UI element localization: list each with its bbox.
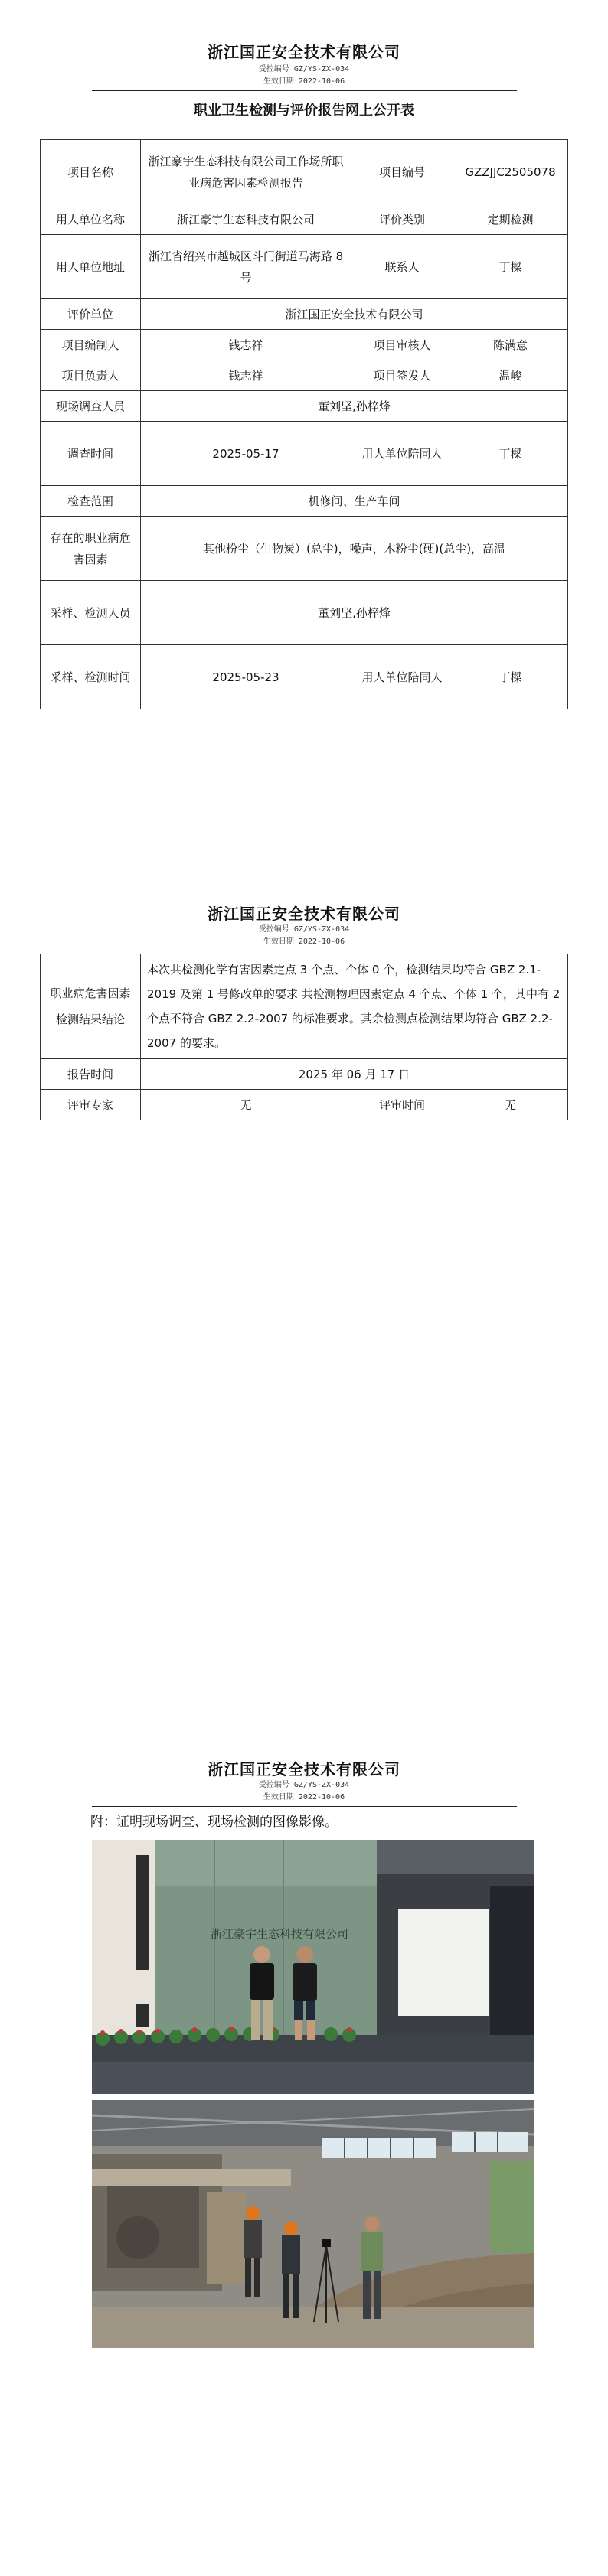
effective-date: 生效日期 2022-10-06 xyxy=(263,77,345,86)
project-no-value: GZZJJC2505078 xyxy=(453,140,568,204)
control-number: 受控编号 GZ/YS-ZX-034 xyxy=(258,1781,350,1789)
address-value: 浙江省绍兴市越城区斗门街道马海路 8 号 xyxy=(141,235,351,299)
expert-value: 无 xyxy=(141,1090,351,1120)
compiler-label: 项目编制人 xyxy=(41,330,141,360)
site-survey-photo xyxy=(92,1840,534,2094)
company-name: 浙江国正安全技术有限公司 xyxy=(208,43,400,61)
report-time-label: 报告时间 xyxy=(41,1059,141,1090)
effective-date: 生效日期 2022-10-06 xyxy=(263,937,345,946)
project-name-value: 浙江豪宇生态科技有限公司工作场所职业病危害因素检测报告 xyxy=(141,140,351,204)
contact-label: 联系人 xyxy=(351,235,453,299)
sample-time-value: 2025-05-23 xyxy=(141,645,351,709)
effective-date: 生效日期 2022-10-06 xyxy=(263,1793,345,1802)
employer-value: 浙江豪宇生态科技有限公司 xyxy=(141,204,351,235)
header-rule xyxy=(92,90,517,91)
page-title: 职业卫生检测与评价报告网上公开表 xyxy=(194,103,414,119)
attachment-caption: 附：证明现场调查、现场检测的图像影像。 xyxy=(90,1815,338,1830)
scope-value: 机修间、生产车间 xyxy=(141,486,568,517)
reviewer-value: 陈满意 xyxy=(453,330,568,360)
review-time-label: 评审时间 xyxy=(351,1090,453,1120)
lobby-sign-text: 浙江豪宇生态科技有限公司 xyxy=(211,1927,349,1941)
compiler-value: 钱志祥 xyxy=(141,330,351,360)
conclusion-table xyxy=(40,954,568,1120)
hazards-label: 存在的职业病危害因素 xyxy=(41,517,141,581)
eval-type-value: 定期检测 xyxy=(453,204,568,235)
project-name-label: 项目名称 xyxy=(41,140,141,204)
leader-label: 项目负责人 xyxy=(41,360,141,391)
company-name: 浙江国正安全技术有限公司 xyxy=(208,1760,400,1779)
accompany1-value: 丁樑 xyxy=(453,422,568,486)
workshop-photo-drawing xyxy=(92,2100,534,2348)
accompany2-label: 用人单位陪同人 xyxy=(351,645,453,709)
issuer-value: 温峻 xyxy=(453,360,568,391)
report-time-value: 2025 年 06 月 17 日 xyxy=(141,1059,568,1090)
lobby-photo-drawing xyxy=(92,1840,534,2094)
project-no-label: 项目编号 xyxy=(351,140,453,204)
evaluator-value: 浙江国正安全技术有限公司 xyxy=(141,299,568,330)
evaluator-label: 评价单位 xyxy=(41,299,141,330)
header-rule xyxy=(92,1806,517,1807)
control-number: 受控编号 GZ/YS-ZX-034 xyxy=(258,65,350,73)
surveyors-label: 现场调查人员 xyxy=(41,391,141,422)
issuer-label: 项目签发人 xyxy=(351,360,453,391)
address-label: 用人单位地址 xyxy=(41,235,141,299)
contact-value: 丁樑 xyxy=(453,235,568,299)
disclosure-table xyxy=(40,139,568,709)
samplers-value: 董刘坚,孙梓烽 xyxy=(141,581,568,645)
company-name: 浙江国正安全技术有限公司 xyxy=(208,905,400,923)
conclusion-label: 职业病危害因素检测结果结论 xyxy=(41,954,141,1059)
hazards-value: 其他粉尘（生物炭）(总尘)，噪声，木粉尘(硬)(总尘)，高温 xyxy=(141,517,568,581)
survey-time-label: 调查时间 xyxy=(41,422,141,486)
expert-label: 评审专家 xyxy=(41,1090,141,1120)
sample-time-label: 采样、检测时间 xyxy=(41,645,141,709)
accompany2-value: 丁樑 xyxy=(453,645,568,709)
survey-time-value: 2025-05-17 xyxy=(141,422,351,486)
review-time-value: 无 xyxy=(453,1090,568,1120)
eval-type-label: 评价类别 xyxy=(351,204,453,235)
accompany1-label: 用人单位陪同人 xyxy=(351,422,453,486)
samplers-label: 采样、检测人员 xyxy=(41,581,141,645)
leader-value: 钱志祥 xyxy=(141,360,351,391)
surveyors-value: 董刘坚,孙梓烽 xyxy=(141,391,568,422)
scope-label: 检查范围 xyxy=(41,486,141,517)
employer-label: 用人单位名称 xyxy=(41,204,141,235)
reviewer-label: 项目审核人 xyxy=(351,330,453,360)
site-testing-photo xyxy=(92,2100,534,2348)
control-number: 受控编号 GZ/YS-ZX-034 xyxy=(258,925,350,934)
conclusion-value: 本次共检测化学有害因素定点 3 个点、个体 0 个，检测结果均符合 GBZ 2.1-2019 及第 1 号修改单的要求 共检测物理因素定点 4 个点、个体 1 个，其中有 2 个点不符合 GBZ 2.2-2007 的标准要求。其余检测点检测结果均符合 GBZ 2.2-2007 的要求。 xyxy=(141,954,568,1059)
